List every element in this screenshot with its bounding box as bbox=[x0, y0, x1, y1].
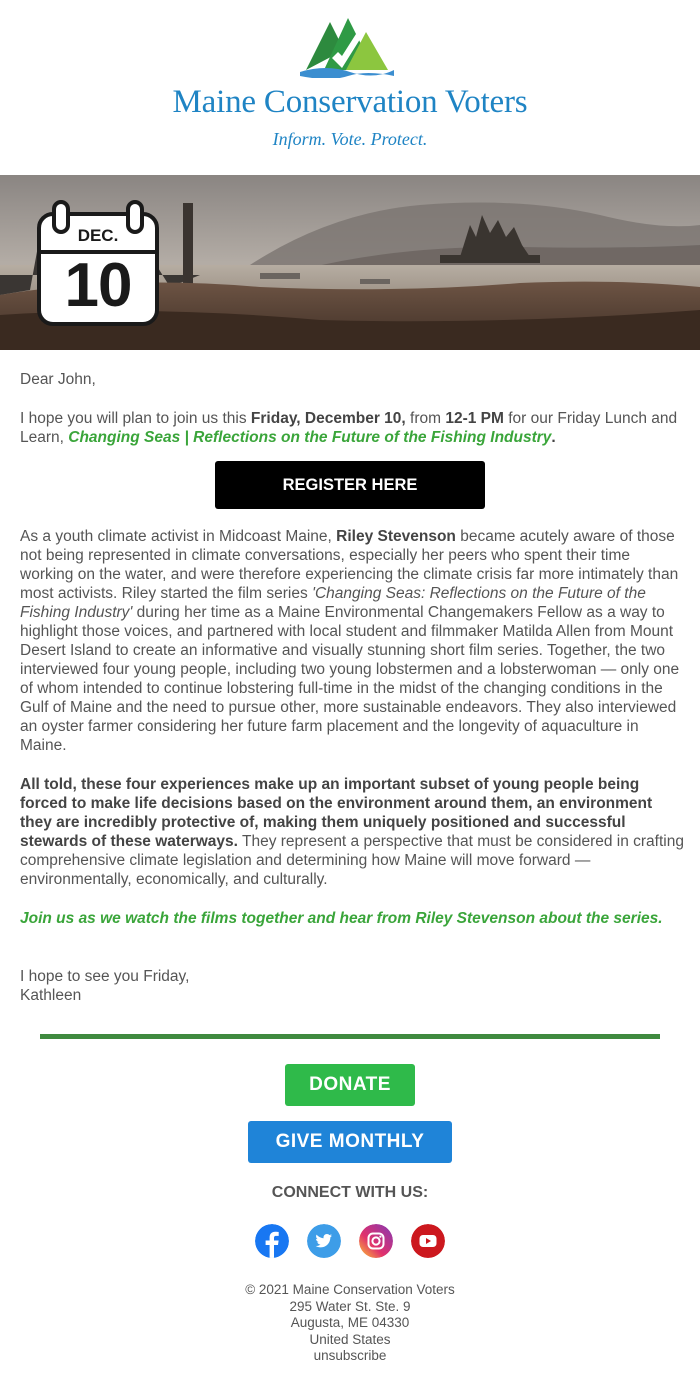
event-title-link[interactable]: Changing Seas | Reflections on the Future of the Fishing Industry bbox=[68, 429, 552, 446]
twitter-icon[interactable] bbox=[307, 1224, 341, 1258]
give-monthly-button[interactable]: GIVE MONTHLY bbox=[248, 1121, 452, 1163]
intro-paragraph bbox=[20, 409, 682, 447]
youtube-icon[interactable] bbox=[411, 1224, 445, 1258]
film-series-title: 'Changing Seas: Reflections on the Future of the Fishing Industry' bbox=[20, 585, 646, 621]
instagram-icon[interactable] bbox=[359, 1224, 393, 1258]
footer-address-line: Augusta, ME 04330 bbox=[290, 1315, 410, 1331]
intro-text: from bbox=[405, 410, 446, 427]
intro-text: for our Friday Lunch and Learn, bbox=[20, 410, 678, 446]
social-links bbox=[255, 1224, 445, 1258]
greeting: Dear John, bbox=[20, 371, 96, 388]
donate-button[interactable]: DONATE bbox=[285, 1064, 415, 1106]
closing bbox=[20, 967, 189, 1005]
closing-line: I hope to see you Friday, bbox=[20, 968, 190, 985]
unsubscribe-link[interactable]: unsubscribe bbox=[313, 1348, 387, 1364]
footer-address-line: 295 Water St. Ste. 9 bbox=[289, 1298, 411, 1314]
event-time: 12-1 PM bbox=[445, 410, 504, 427]
event-date: Friday, December 10, bbox=[250, 410, 406, 427]
email-header bbox=[0, 0, 700, 175]
speaker-name: Riley Stevenson bbox=[336, 528, 456, 545]
body-text: As a youth climate activist in Midcoast Maine, bbox=[20, 528, 337, 545]
signature: Kathleen bbox=[20, 987, 82, 1004]
body-text: They represent a perspective that must be considered in crafting comprehensive climate legislation and determining how Maine will move forward — environmentally, economically, and culturally. bbox=[20, 833, 684, 888]
body-text: became acutely aware of those not being represented in climate conversations, especially her peers who spent their time working on the water, and were therefore experiencing the climate crisis far more intimately than most activists. Riley started the film series bbox=[20, 528, 679, 602]
footer-copyright: © 2021 Maine Conservation Voters bbox=[245, 1282, 455, 1297]
body-text: during her time as a Maine Environmental Changemakers Fellow as a way to highlight those voices, and partnered with local student and filmmaker Matilda Allen from Mount Desert Island to create an informative and visually stunning short film series. Together, the two interviewed four young people, including two young lobstermen and a lobsterwoman — only one of whom intended to continue lobstering full-time in the midst of the changing conditions in the Gulf of Maine and the need to pursue other, more sustainable endeavors. They also interviewed an oyster farmer considering her future farm placement and the longevity of aquaculture in Maine. bbox=[20, 604, 680, 754]
body-paragraph bbox=[20, 527, 684, 755]
call-to-join: Join us as we watch the films together and hear from Riley Stevenson about the series. bbox=[20, 910, 663, 927]
calendar-month: DEC. bbox=[77, 226, 119, 245]
mcv-logo-icon bbox=[296, 10, 396, 78]
divider bbox=[40, 1034, 660, 1039]
connect-heading: CONNECT WITH US: bbox=[271, 1184, 429, 1201]
body-paragraph bbox=[20, 775, 684, 889]
intro-text: . bbox=[551, 429, 556, 446]
org-name: Maine Conservation Voters bbox=[172, 84, 528, 120]
footer-country: United States bbox=[309, 1331, 391, 1347]
facebook-icon[interactable] bbox=[255, 1224, 289, 1258]
register-button[interactable]: REGISTER HERE bbox=[215, 461, 485, 509]
org-tagline: Inform. Vote. Protect. bbox=[272, 129, 428, 149]
intro-text: I hope you will plan to join us this bbox=[20, 410, 251, 427]
footer bbox=[0, 1282, 700, 1365]
body-bold-text: All told, these four experiences make up an important subset of young people being forced to make life decisions based on the environment around them, an environment they are incredibly protective of, making them uniquely positioned and successful stewards of these waterways. bbox=[20, 776, 653, 850]
calendar-day: 10 bbox=[64, 251, 132, 320]
